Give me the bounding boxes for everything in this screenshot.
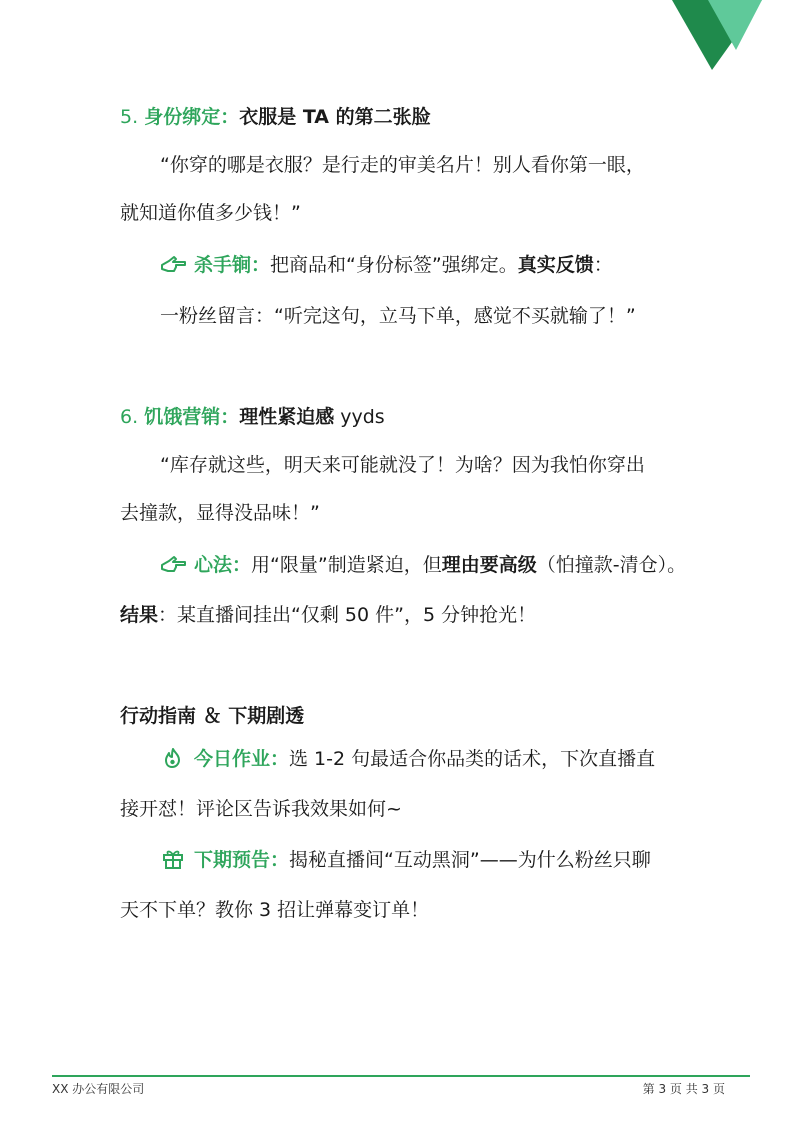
section-title-bold: 理性紧迫感 (239, 406, 335, 428)
tip-bold-text: 真实反馈 (517, 254, 594, 276)
section-title-suffix: yyds (334, 406, 385, 428)
tip-text: 用“限量”制造紧迫，但 (251, 554, 442, 576)
homework-line (160, 747, 730, 771)
section-number: 5. (120, 106, 139, 128)
quote-line: 去撞款，显得没品味！” (120, 502, 320, 524)
preview-line-2: 天不下单？教你 3 招让弹幕变订单！ (120, 899, 430, 921)
result-text: ：某直播间挂出“仅剩 50 件”，5 分钟抢光！ (158, 604, 537, 626)
homework-label: 今日作业： (194, 748, 290, 770)
pointing-hand-icon (160, 553, 188, 575)
corner-triangle-logo (0, 0, 800, 80)
gift-icon (160, 848, 188, 870)
footer-divider (52, 1075, 750, 1077)
footer-company: XX 办公有限公司 (52, 1082, 145, 1096)
preview-text: 揭秘直播间“互动黑洞”——为什么粉丝只聊 (289, 849, 651, 871)
section-title: 衣服是 TA 的第二张脸 (239, 106, 431, 128)
tip-label: 心法： (194, 554, 252, 576)
section-title-highlight: 身份绑定： (144, 106, 240, 128)
tip-line (160, 253, 730, 277)
preview-label: 下期预告： (194, 849, 290, 871)
tip-text: （怕撞款-清仓）。 (536, 554, 687, 576)
homework-text: 选 1-2 句最适合你品类的话术，下次直播直 (289, 748, 656, 770)
homework-line-2: 接开怼！评论区告诉我效果如何~ (120, 798, 402, 820)
result-label: 结果 (120, 604, 159, 626)
quote-line: 就知道你值多少钱！” (120, 202, 301, 224)
tip-label: 杀手锏： (194, 254, 271, 276)
feedback-line: 一粉丝留言：“听完这句，立马下单，感觉不买就输了！” (160, 305, 636, 327)
footer-page-info: 第 3 页 共 3 页 (642, 1082, 725, 1096)
section-number: 6. (120, 406, 139, 428)
section-6-heading (120, 405, 690, 429)
tip-text: 把商品和“身份标签”强绑定。 (270, 254, 518, 276)
preview-line (160, 848, 730, 872)
quote-line: “你穿的哪是衣服？是行走的审美名片！别人看你第一眼， (160, 154, 645, 176)
result-line (120, 603, 690, 627)
section-title-highlight: 饥饿营销： (144, 406, 240, 428)
pointing-hand-icon (160, 253, 188, 275)
tip-colon: ： (593, 254, 613, 276)
quote-line: “库存就这些，明天来可能就没了！为啥？因为我怕你穿出 (160, 454, 645, 476)
tip-bold-text: 理由要高级 (441, 554, 537, 576)
tip-line (160, 553, 730, 577)
flame-icon (160, 747, 188, 769)
section-5-heading (120, 105, 690, 129)
action-heading: 行动指南 ＆ 下期剧透 (120, 705, 305, 727)
